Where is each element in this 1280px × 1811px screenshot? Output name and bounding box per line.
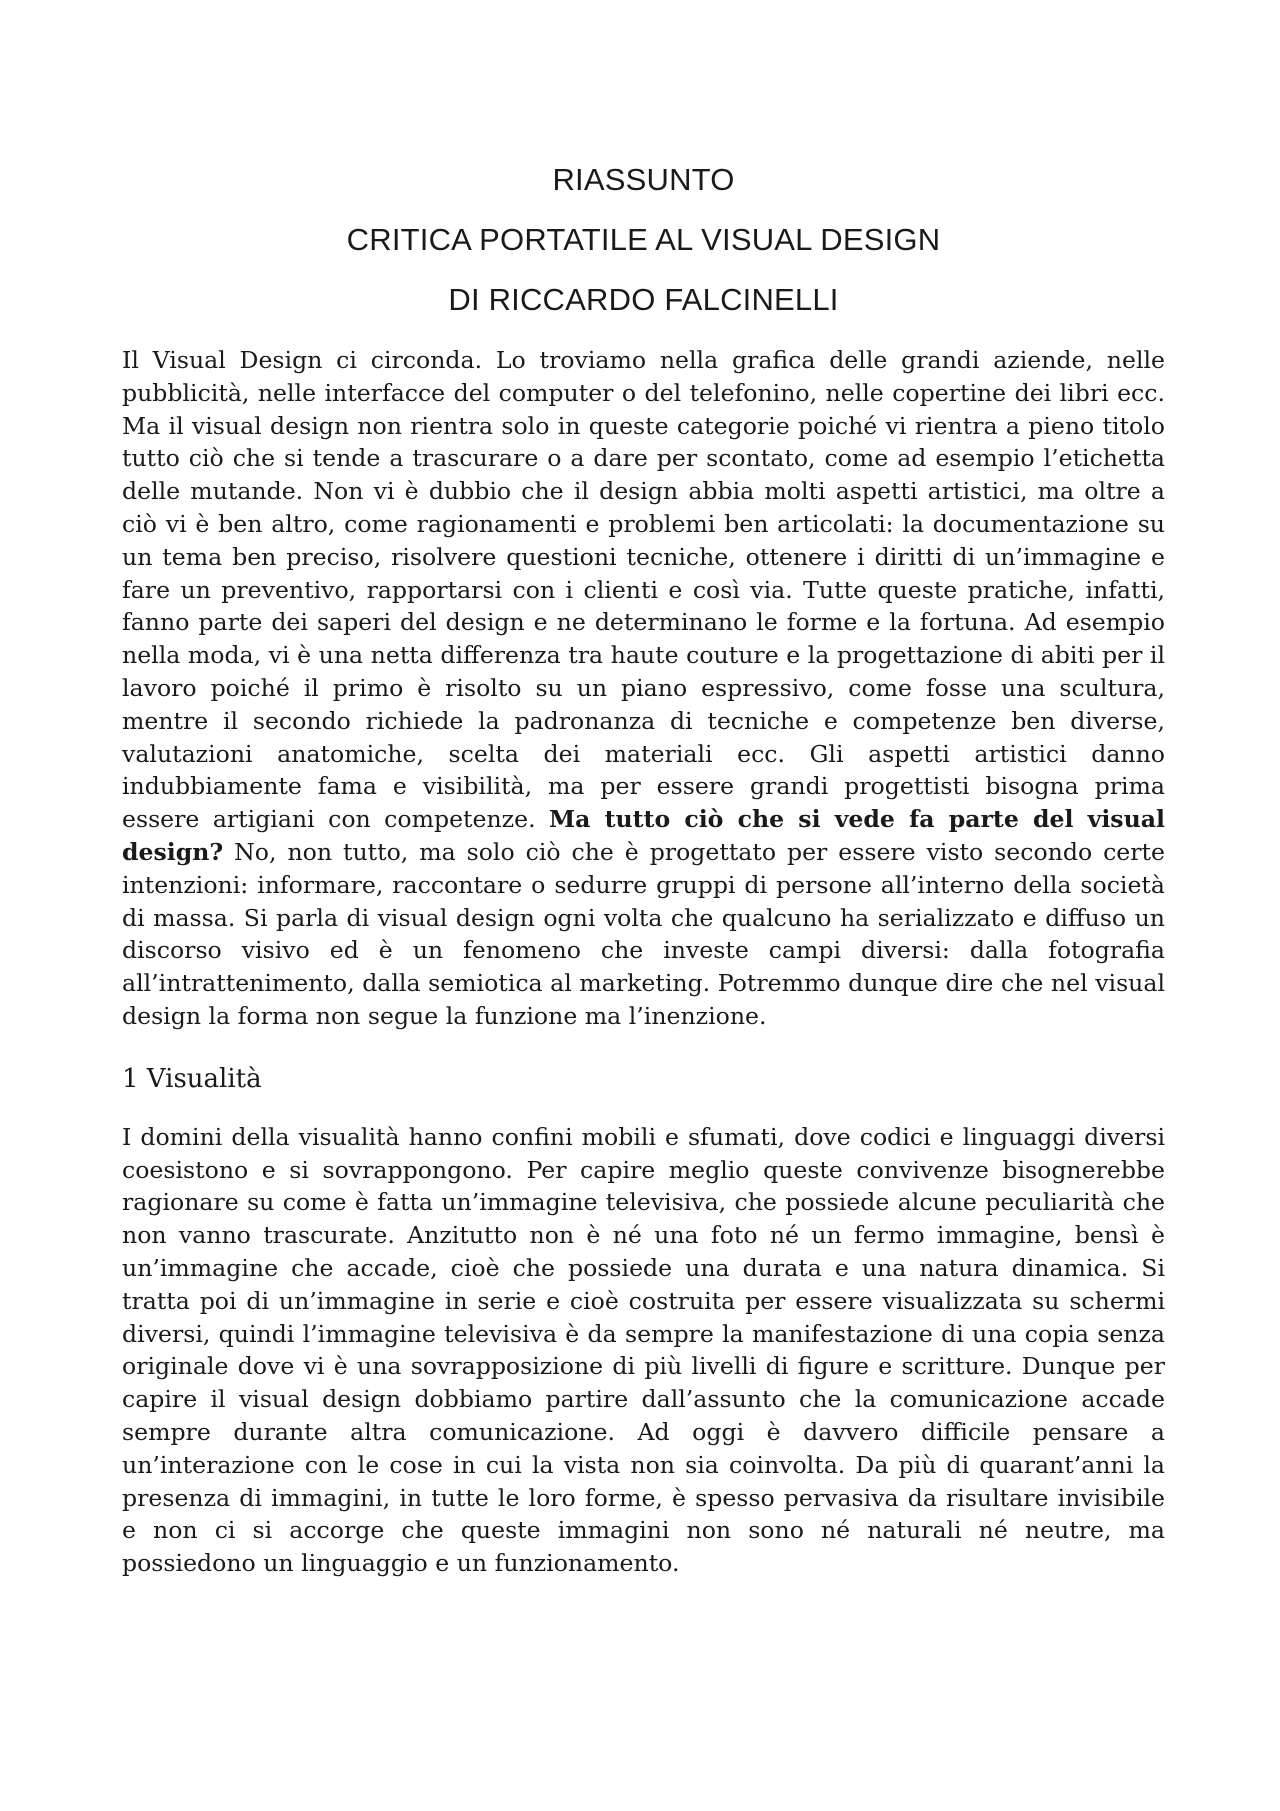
section-heading-visualita: 1 Visualità	[122, 1063, 262, 1094]
intro-bold-question: Ma tutto ciò che si vede fa parte del visual design?	[122, 805, 1165, 866]
intro-text-end: No, non tutto, ma solo ciò che è progettato per essere visto secondo certe intenzioni: informare, raccontare o sedurre gruppi di persone all’interno della società di massa. Si parla di visual design ogni volta che qualcuno ha serializzato e diffuso un discorso visivo ed è un fenomeno che investe campi diversi: dalla fotografia all’intrattenimento, dalla semiotica al marketing. Potremmo dunque dire che nel visual design la forma non segue la funzione ma l’inenzione.	[122, 837, 1165, 1030]
document-page	[122, 150, 1165, 1580]
title-line-1: RIASSUNTO	[552, 162, 735, 197]
title-line-2: CRITICA PORTATILE AL VISUAL DESIGN	[346, 222, 941, 257]
document-title	[122, 150, 1165, 330]
title-line-3: DI RICCARDO FALCINELLI	[448, 282, 839, 317]
intro-text-start: Il Visual Design ci circonda. Lo troviamo nella grafica delle grandi aziende, nelle pubblicità, nelle interfacce del computer o del telefonino, nelle copertine dei libri ecc. Ma il visual design non rientra solo in queste categorie poiché vi rientra a pieno titolo tutto ciò che si tende a trascurare o a dare per scontato, come ad esempio l’etichetta delle mutande. Non vi è dubbio che il design abbia molti aspetti artistici, ma oltre a ciò vi è ben altro, come ragionamenti e problemi ben articolati: la documentazione su un tema ben preciso, risolvere questioni tecniche, ottenere i diritti di un’immagine e fare un preventivo, rapportarsi con i clienti e così via. Tutte queste pratiche, infatti, fanno parte dei saperi del design e ne determinano le forme e la fortuna. Ad esempio nella moda, vi è una netta differenza tra haute couture e la progettazione di abiti per il lavoro poiché il primo è risolto su un piano espressivo, come fosse una scultura, mentre il secondo richiede la padronanza di tecniche e competenze ben diverse, valutazioni anatomiche, scelta dei materiali ecc. Gli aspetti artistici danno indubbiamente fama e visibilità, ma per essere grandi progettisti bisogna prima essere artigiani con competenze.	[122, 346, 1165, 834]
intro-paragraph	[122, 344, 1165, 1033]
section-1-paragraph: I domini della visualità hanno confini mobili e sfumati, dove codici e linguaggi diversi coesistono e si sovrappongono. Per capire meglio queste convivenze bisognerebbe ragionare su come è fatta un’immagine televisiva, che possiede alcune peculiarità che non vanno trascurate. Anzitutto non è né una foto né un fermo immagine, bensì è un’immagine che accade, cioè che possiede una durata e una natura dinamica. Si tratta poi di un’immagine in serie e cioè costruita per essere visualizzata su schermi diversi, quindi l’immagine televisiva è da sempre la manifestazione di una copia senza originale dove vi è una sovrapposizione di più livelli di figure e scritture. Dunque per capire il visual design dobbiamo partire dall’assunto che la comunicazione accade sempre durante altra comunicazione. Ad oggi è davvero difficile pensare a un’interazione con le cose in cui la vista non sia coinvolta. Da più di quarant’anni la presenza di immagini, in tutte le loro forme, è spesso pervasiva da risultare invisibile e non ci si accorge che queste immagini non sono né naturali né neutre, ma possiedono un linguaggio e un funzionamento.	[122, 1122, 1165, 1578]
